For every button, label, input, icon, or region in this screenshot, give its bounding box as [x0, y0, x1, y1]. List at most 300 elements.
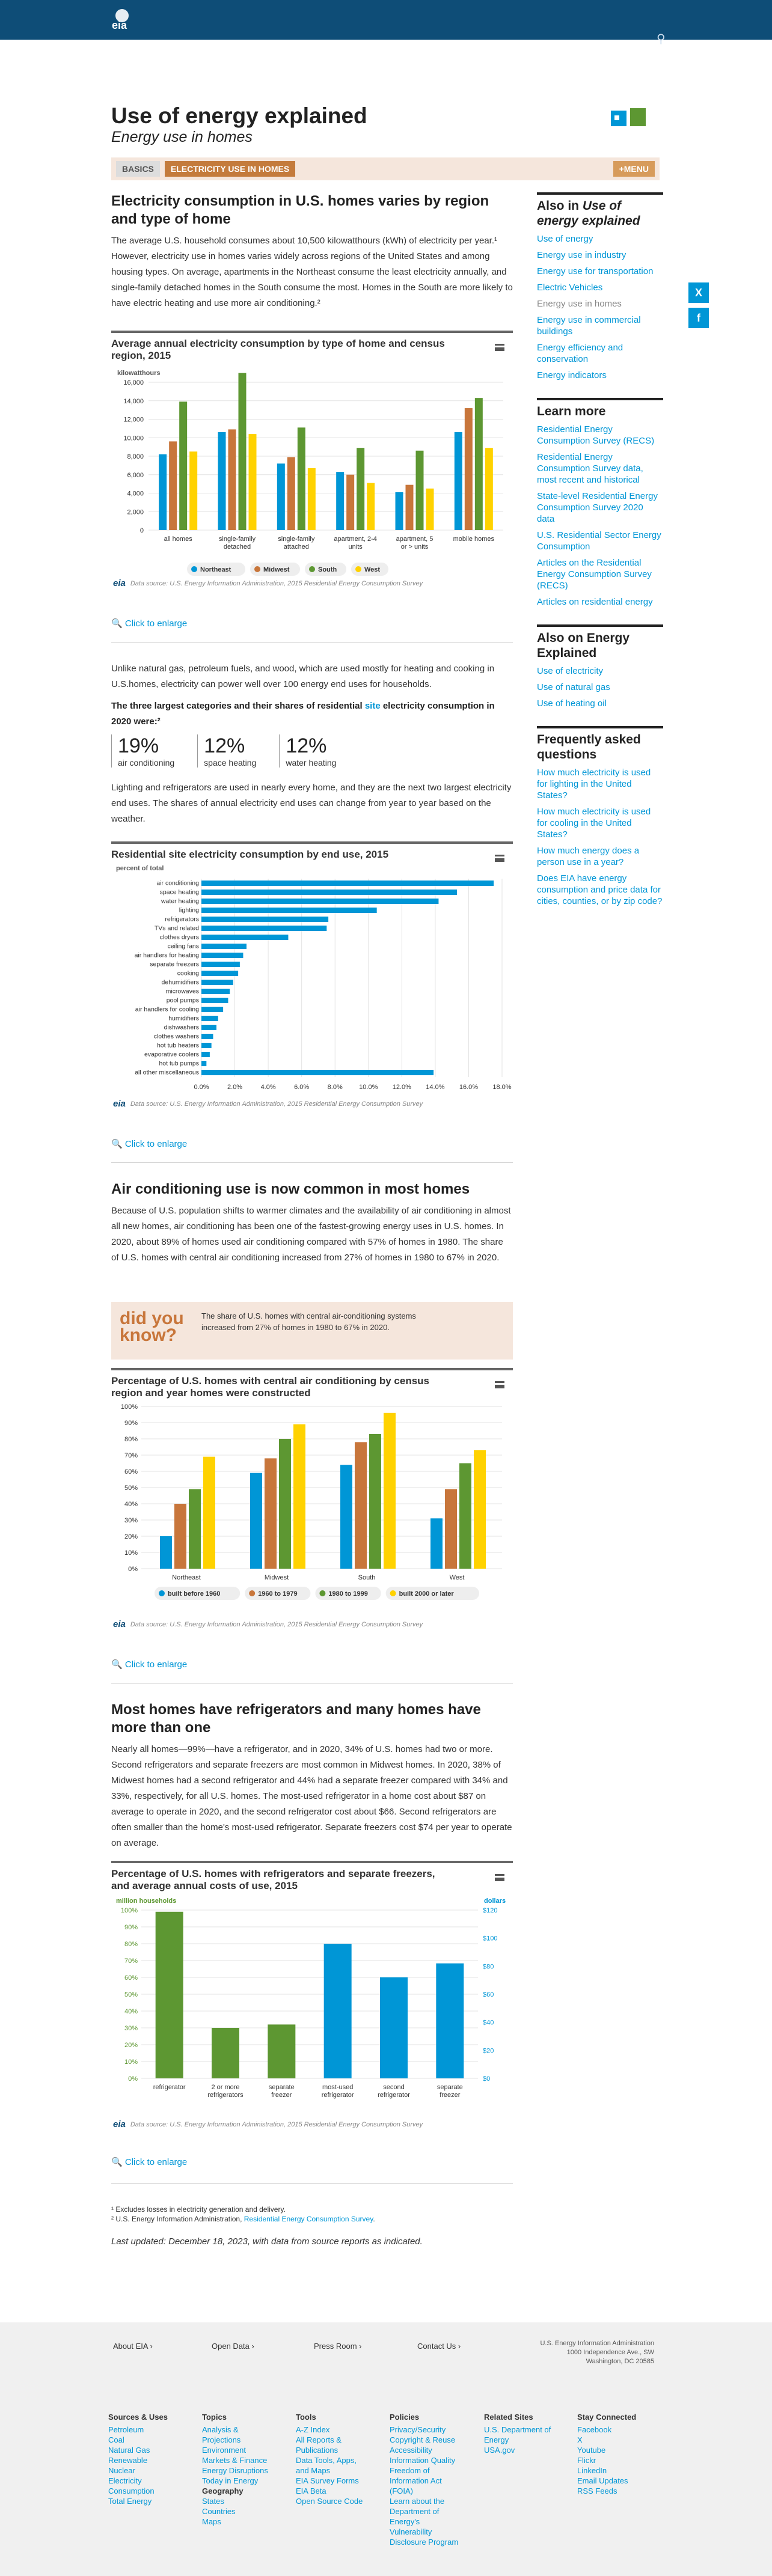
x-tick-label: second [383, 2084, 405, 2091]
sidebar-link[interactable]: Use of energy [537, 234, 593, 244]
facebook-share-icon[interactable]: f [688, 308, 709, 328]
section-air-conditioning [111, 1180, 513, 1266]
x-tick-label: South [358, 1574, 376, 1581]
bar [384, 1413, 396, 1569]
lighting-paragraph: Lighting and refrigerators are used in nearly every home, and they are the next two largest electricity end uses. The shares of annual electricity end uses can change from year to year based on the weather. [111, 783, 512, 824]
sidebar-link[interactable]: Articles on the Residential Energy Consumption Survey (RECS) [537, 558, 652, 591]
did-text: did you [120, 1308, 184, 1328]
bar [293, 1424, 305, 1569]
footnote-2 [111, 2214, 513, 2224]
bar [426, 489, 434, 530]
share-label: water heating [286, 758, 337, 768]
category-label: evaporative coolers [144, 1051, 199, 1058]
footer-nav-label: About EIA [113, 2342, 148, 2351]
bar [369, 1434, 381, 1569]
sidebar-heading-learn: Learn more [537, 398, 663, 419]
x-tick-label: West [449, 1574, 465, 1581]
bar [430, 1518, 443, 1569]
footer-link[interactable]: Maps [202, 2517, 221, 2526]
bar [406, 485, 414, 530]
chart-menu-icon[interactable] [495, 1874, 504, 1881]
click-to-enlarge-2[interactable]: 🔍 Click to enlarge [111, 1139, 188, 1149]
bar [250, 1473, 262, 1569]
did-you-know-callout [111, 1302, 513, 1360]
last-updated: Last updated: December 18, 2023, with data from source reports as indicated. [111, 2236, 423, 2247]
y-tick-label-right: $80 [483, 1963, 494, 1971]
bar [201, 980, 233, 985]
footer-column [484, 2413, 556, 2455]
did-you-know-label [120, 1310, 184, 1344]
bar [324, 1944, 352, 2078]
footnotes [111, 2205, 513, 2247]
end-uses-paragraph: Unlike natural gas, petroleum fuels, and wood, which are used mostly for heating and cooking in U.S.homes, electricity can power well over 100 energy end uses for households. [111, 664, 495, 689]
x-tick-label: Midwest [264, 1574, 289, 1581]
bar [218, 432, 226, 530]
y-tick-label: 14,000 [123, 397, 144, 405]
footer-link[interactable]: Today in Energy [202, 2476, 259, 2485]
bar [201, 890, 457, 895]
enlarge-label: Click to enlarge [124, 1139, 188, 1149]
y-tick-label: 60% [124, 1468, 138, 1476]
legend-swatch [390, 1590, 396, 1596]
footer-link[interactable]: Email Updates [577, 2476, 628, 2485]
footer-column [296, 2413, 368, 2506]
footer-link[interactable]: Petroleum [108, 2425, 144, 2434]
bar [268, 2024, 295, 2078]
x-tick-label: 8.0% [327, 1084, 343, 1091]
x-tick-label: apartment, 2-4 [334, 536, 377, 543]
bar [201, 926, 326, 931]
bar [201, 1070, 433, 1075]
x-tick-label: 2.0% [227, 1084, 243, 1091]
also-in-title: Use of energy explained [537, 199, 640, 228]
bar [203, 1457, 215, 1569]
bar [459, 1463, 471, 1569]
sidebar-link[interactable]: How much energy does a person use in a year? [537, 846, 640, 867]
legend-label: 1960 to 1979 [258, 1590, 298, 1598]
y-tick-label-right: $60 [483, 1991, 494, 1998]
chart-3-plot [111, 1399, 513, 1616]
section-icons [608, 106, 651, 130]
footer-link[interactable]: Markets & Finance [202, 2456, 268, 2465]
x-tick-label: 6.0% [294, 1084, 310, 1091]
bar [201, 1052, 210, 1057]
x-tick-label: refrigerator [321, 2092, 354, 2099]
sidebar-link[interactable]: U.S. Residential Sector Energy Consumption [537, 530, 661, 552]
bar [201, 1016, 218, 1021]
footer-link[interactable]: States [202, 2497, 224, 2506]
category-label: lighting [179, 906, 199, 914]
category-label: microwaves [165, 987, 199, 995]
footer-nav-label: Open Data [212, 2342, 250, 2351]
y-tick-label-left: 80% [124, 1941, 138, 1948]
sidebar-link[interactable]: Energy use in industry [537, 250, 626, 260]
legend-label: Midwest [263, 566, 290, 573]
footer-column-heading: Stay Connected [577, 2413, 637, 2422]
bar [201, 935, 288, 940]
svg-text:eia: eia [112, 19, 127, 31]
footer-link[interactable]: LinkedIn [577, 2466, 607, 2475]
largest-categories-text [111, 698, 513, 730]
section-end-uses [111, 661, 513, 730]
crumb-electricity-use[interactable]: ELECTRICITY USE IN HOMES [165, 161, 295, 177]
y-axis-label: percent of total [116, 865, 164, 872]
x-tick-label: refrigerator [153, 2084, 186, 2091]
footer-link[interactable]: U.S. Department of Energy [484, 2425, 551, 2444]
bar [298, 427, 305, 530]
crumb-basics[interactable]: BASICS [116, 161, 160, 177]
footer-link[interactable]: Renewable [108, 2456, 148, 2465]
category-label: water heating [161, 897, 199, 905]
category-label: air handlers for heating [134, 951, 199, 959]
y-tick-label: 8,000 [127, 453, 144, 460]
footer-nav-label: Press Room [314, 2342, 357, 2351]
section-paragraph: Nearly all homes—99%—have a refrigerator, and in 2020, 34% of U.S. homes had two or more. Second refrigerators and separate freezers are most common in Midwest homes. In 2020, 38% of Midwest homes had a second refrigerator and 44% had a separate freezer compared with 34% and 33%, respectively, for all U.S. homes. The most-used refrigerator in a home cost about $87 on average to operate in 2020, and the second refrigerator cost about $66. Second refrigerators are often smaller than the home's most-used refrigerator. Separate freezers cost $74 per year to operate on average. [111, 1744, 512, 1848]
footer-link[interactable]: EIA Survey Forms [296, 2476, 359, 2485]
sidebar-heading-ee: Also on Energy Explained [537, 624, 663, 661]
category-label: space heating [159, 888, 199, 896]
footer-link[interactable]: Geography [202, 2486, 244, 2495]
y-tick-label-right: $20 [483, 2047, 494, 2055]
source-row [113, 1619, 423, 1629]
bar [396, 492, 403, 530]
y-tick-label-left: 90% [124, 1924, 138, 1931]
sidebar-link[interactable]: Use of electricity [537, 666, 604, 676]
x-tick-label: separate [268, 2084, 295, 2091]
x-share-icon[interactable]: X [688, 282, 709, 303]
chart-1-plot [111, 364, 513, 581]
y-tick-label-left: 60% [124, 1974, 138, 1982]
sidebar-link[interactable]: Residential Energy Consumption Survey (RECS) [537, 424, 655, 446]
footer-address [517, 2339, 654, 2366]
y-tick-label: 0% [128, 1566, 138, 1573]
footer-link[interactable]: Countries [202, 2507, 236, 2516]
y-tick-label-left: 0% [128, 2075, 138, 2083]
footer-link[interactable]: Total Energy [108, 2497, 152, 2506]
category-label: humidifiers [168, 1015, 199, 1022]
x-tick-label: single-family [278, 536, 315, 543]
sidebar-list-ee [537, 665, 663, 709]
bar [201, 944, 247, 949]
sidebar-heading-also [537, 192, 663, 228]
chart-menu-icon[interactable] [495, 1381, 504, 1388]
footer-link[interactable]: Youtube [577, 2446, 606, 2455]
x-tick-label: 10.0% [359, 1084, 378, 1091]
sidebar-link[interactable]: Articles on residential energy [537, 597, 653, 607]
bar [287, 457, 295, 530]
footer-link[interactable]: Copyright & Reuse [390, 2435, 456, 2444]
chart-title: Percentage of U.S. homes with central air conditioning by census region and year homes were constructed [111, 1375, 430, 1399]
footnote-1: ¹ Excludes losses in electricity generation and delivery. [111, 2205, 286, 2214]
x-tick-label: separate [437, 2084, 463, 2091]
bar [201, 1061, 206, 1066]
bar [201, 953, 243, 958]
source-text: Data source: U.S. Energy Information Administration, 2015 Residential Energy Consumption Survey [130, 1100, 423, 1108]
footer-nav-contact[interactable]: Contact Us › [417, 2342, 461, 2351]
footnote-2-text: ² U.S. Energy Information Administration, [111, 2215, 244, 2223]
y-axis-left-label: million households [116, 1897, 177, 1905]
footer-link[interactable]: Data Tools, Apps, and Maps [296, 2456, 357, 2475]
sidebar-link[interactable]: How much electricity is used for cooling in the United States? [537, 807, 651, 840]
sidebar-link[interactable]: Does EIA have energy consumption and price data for cities, counties, or by zip code? [537, 873, 663, 906]
bar [336, 472, 344, 530]
bar [174, 1504, 186, 1569]
sidebar-link[interactable]: How much electricity is used for lighting in the United States? [537, 768, 651, 801]
sidebar-link[interactable]: Use of natural gas [537, 682, 610, 692]
y-tick-label-left: 50% [124, 1991, 138, 1998]
bar [201, 1034, 213, 1039]
bar [308, 468, 316, 530]
footer-link[interactable]: Natural Gas [108, 2446, 150, 2455]
share-water-heating [279, 734, 351, 768]
y-tick-label: 10,000 [123, 435, 144, 442]
footer-column-heading: Sources & Uses [108, 2413, 168, 2422]
divider [111, 1162, 513, 1163]
y-tick-label-left: 40% [124, 2008, 138, 2015]
menu-button[interactable]: +MENU [613, 161, 655, 177]
sidebar-link[interactable]: Residential Energy Consumption Survey data, most recent and historical [537, 452, 643, 485]
x-tick-label: refrigerators [207, 2092, 244, 2099]
footer-column-heading: Related Sites [484, 2413, 533, 2422]
breadcrumb-bar [111, 157, 660, 180]
y-tick-label-left: 70% [124, 1958, 138, 1965]
y-tick-label-right: $40 [483, 2019, 494, 2027]
y-tick-label-left: 100% [120, 1907, 138, 1914]
legend-swatch [309, 566, 315, 572]
sidebar-link[interactable]: Use of heating oil [537, 698, 607, 709]
footer-link[interactable]: Information Quality [390, 2456, 456, 2465]
bar [201, 989, 230, 994]
legend-label: 1980 to 1999 [328, 1590, 368, 1598]
bar [160, 1536, 172, 1569]
category-label: pool pumps [166, 997, 199, 1004]
bar [189, 451, 197, 530]
source-row [113, 1099, 423, 1109]
bar [239, 373, 247, 530]
source-text: Data source: U.S. Energy Information Administration, 2015 Residential Energy Consumption Survey [130, 1620, 423, 1628]
x-tick-label: refrigerator [378, 2092, 410, 2099]
y-tick-label: 90% [124, 1420, 138, 1427]
sidebar-list-also [537, 233, 663, 381]
x-tick-label: all homes [164, 536, 192, 543]
chart-menu-icon[interactable] [495, 344, 504, 351]
footer-nav-label: Contact Us [417, 2342, 456, 2351]
also-in-text: Also in [537, 199, 583, 213]
recs-link[interactable]: Residential Energy Consumption Survey [244, 2215, 373, 2223]
section-refrigerators [111, 1701, 513, 1851]
bar [212, 2028, 239, 2078]
footer-nav-about[interactable]: About EIA › [113, 2342, 153, 2351]
y-axis-right-label: dollars [484, 1897, 506, 1905]
footer-link[interactable]: Electricity [108, 2476, 142, 2485]
bold-post: electricity consumption in 2020 were:² [111, 701, 495, 727]
footer-link[interactable]: Environment [202, 2446, 246, 2455]
sidebar-link[interactable]: State-level Residential Energy Consumption Survey 2020 data [537, 491, 658, 524]
sidebar-list-learn [537, 424, 663, 608]
enlarge-label: Click to enlarge [124, 2157, 188, 2167]
y-axis-label: kilowatthours [117, 370, 161, 377]
bar [465, 408, 473, 530]
footer-link[interactable]: USA.gov [484, 2446, 515, 2455]
footer-link[interactable]: Flickr [577, 2456, 596, 2465]
x-tick-label: 16.0% [459, 1084, 479, 1091]
bar [279, 1439, 291, 1569]
legend-label: built 2000 or later [399, 1590, 454, 1598]
y-tick-label: 40% [124, 1501, 138, 1508]
footer-column-heading: Tools [296, 2413, 316, 2422]
x-tick-label: or > units [400, 543, 429, 551]
x-tick-label: freezer [271, 2092, 292, 2099]
category-label: hot tub pumps [159, 1060, 199, 1067]
sidebar-list-faq [537, 767, 663, 907]
section-heading: Electricity consumption in U.S. homes varies by region and type of home [111, 193, 489, 227]
x-tick-label: apartment, 5 [396, 536, 433, 543]
footer-nav-press[interactable]: Press Room › [314, 2342, 362, 2351]
footer-link[interactable]: Learn about the Department of Energy's Vulnerability Disclosure Program [390, 2497, 459, 2547]
bar [201, 899, 438, 904]
did-you-know-text: The share of U.S. homes with central air-conditioning systems increased from 27% of homes in 1980 to 67% in 2020. [201, 1311, 416, 1332]
search-icon[interactable]: ⚲ [657, 32, 666, 46]
energy-icon [608, 106, 651, 130]
bar [346, 475, 354, 530]
footer-link[interactable]: EIA Beta [296, 2486, 326, 2495]
source-text: Data source: U.S. Energy Information Administration, 2015 Residential Energy Consumption Survey [130, 579, 423, 587]
y-tick-label-right: $0 [483, 2075, 491, 2083]
eia-logo[interactable] [108, 8, 136, 31]
bar [455, 432, 462, 530]
top-shares [111, 734, 359, 768]
footer-column [577, 2413, 649, 2496]
category-label: TVs and related [154, 924, 199, 932]
footer-link[interactable]: Energy Disruptions [202, 2466, 268, 2475]
category-label: dishwashers [164, 1024, 199, 1031]
bar [189, 1489, 201, 1569]
sidebar-link[interactable]: Energy use in homes [537, 299, 622, 309]
page-subtitle: Energy use in homes [111, 129, 253, 145]
sidebar-link[interactable]: Energy use for transportation [537, 266, 654, 276]
x-tick-label: most-used [322, 2084, 354, 2091]
enlarge-label: Click to enlarge [124, 1659, 188, 1670]
y-tick-label: 30% [124, 1517, 138, 1524]
footer-link[interactable]: Privacy/Security [390, 2425, 446, 2434]
chart-2-plot [111, 861, 513, 1107]
bar [228, 429, 236, 530]
bar [201, 971, 238, 976]
bold-pre: The three largest categories and their shares of residential [111, 701, 365, 711]
bar [156, 1912, 183, 2078]
bar [265, 1458, 277, 1569]
category-label: separate freezers [150, 960, 199, 968]
sidebar-link[interactable]: Energy efficiency and conservation [537, 343, 623, 364]
chart-end-use [111, 841, 513, 1116]
footer-column [390, 2413, 462, 2547]
category-label: clothes dryers [159, 933, 199, 941]
y-tick-label-left: 30% [124, 2025, 138, 2032]
share-value: 12% [204, 734, 245, 757]
sidebar-heading-faq: Frequently asked questions [537, 726, 663, 762]
chart-4-plot [111, 1892, 513, 2120]
y-tick-label: 100% [120, 1403, 138, 1411]
bar [475, 398, 483, 530]
bar [357, 448, 364, 530]
bar [277, 463, 285, 530]
y-tick-label: 80% [124, 1436, 138, 1443]
click-to-enlarge-1[interactable]: 🔍 Click to enlarge [111, 618, 188, 629]
category-label: hot tub heaters [156, 1042, 199, 1049]
footer-link[interactable]: Analysis & Projections [202, 2425, 241, 2444]
legend-swatch [355, 566, 361, 572]
bar [201, 1043, 212, 1048]
x-tick-label: 18.0% [492, 1084, 512, 1091]
share-value: 19% [118, 734, 159, 757]
enlarge-label: Click to enlarge [124, 618, 188, 629]
footer-link[interactable]: Open Source Code [296, 2497, 363, 2506]
sidebar-link[interactable]: Energy use in commercial buildings [537, 315, 641, 337]
category-label: refrigerators [165, 915, 199, 923]
bar [416, 451, 424, 530]
y-tick-label: 20% [124, 1533, 138, 1540]
chart-title: Percentage of U.S. homes with refrigerators and separate freezers, and average annual costs of use, 2015 [111, 1868, 435, 1891]
y-tick-label: 4,000 [127, 490, 144, 498]
chart-refrigerators [111, 1861, 513, 2125]
chart-menu-icon[interactable] [495, 855, 504, 862]
category-label: cooking [177, 969, 199, 977]
bar [201, 998, 228, 1003]
legend-label: West [364, 566, 381, 573]
x-tick-label: attached [283, 543, 309, 551]
x-tick-label: detached [223, 543, 251, 551]
divider [111, 2183, 513, 2184]
share-label: space heating [204, 758, 257, 768]
legend-swatch [254, 566, 260, 572]
legend-label: South [318, 566, 337, 573]
section-heading: Most homes have refrigerators and many homes have more than one [111, 1702, 481, 1736]
footer-link[interactable]: Coal [108, 2435, 124, 2444]
click-to-enlarge-4[interactable]: 🔍 Click to enlarge [111, 2157, 188, 2167]
section-paragraph: The average U.S. household consumes about 10,500 kilowatthours (kWh) of electricity per year.¹ However, electricity use in homes varies widely across regions of the United States and among housing types. On average, apartments in the Northeast consume the least electricity annually, and single-family detached homes in the South consume the most. Homes in the South are more likely to have electric heating and use more air conditioning.² [111, 236, 513, 308]
footer-link[interactable]: Consumption [108, 2486, 155, 2495]
y-tick-label: 12,000 [123, 416, 144, 424]
site-link[interactable]: site [364, 701, 381, 711]
bar [201, 881, 494, 886]
click-to-enlarge-3[interactable]: 🔍 Click to enlarge [111, 1659, 188, 1670]
sidebar-link[interactable]: Energy indicators [537, 370, 607, 380]
footer-link[interactable]: RSS Feeds [577, 2486, 617, 2495]
y-tick-label: 50% [124, 1485, 138, 1492]
footer-link[interactable]: Accessibility [390, 2446, 432, 2455]
share-label: air conditioning [118, 758, 175, 768]
sidebar [537, 192, 663, 912]
sidebar-link[interactable]: Electric Vehicles [537, 282, 603, 293]
chart-consumption-by-home-type [111, 331, 513, 591]
footer-link[interactable]: All Reports & Publications [296, 2435, 342, 2455]
footer-link[interactable]: X [577, 2435, 583, 2444]
category-label: all other miscellaneous [135, 1069, 199, 1076]
bar [436, 1964, 464, 2078]
footer-link[interactable]: Freedom of Information Act (FOIA) [390, 2466, 442, 2495]
footer-column [202, 2413, 274, 2527]
footer-link[interactable]: A-Z Index [296, 2425, 330, 2434]
eia-small-logo: eia [113, 1099, 126, 1109]
x-tick-label: freezer [440, 2092, 461, 2099]
legend-swatch [249, 1590, 255, 1596]
footer-column-heading: Policies [390, 2413, 420, 2422]
y-tick-label: 16,000 [123, 379, 144, 386]
footer-link[interactable]: Nuclear [108, 2466, 135, 2475]
eia-small-logo: eia [113, 2119, 126, 2129]
footer-nav-open-data[interactable]: Open Data › [212, 2342, 254, 2351]
footer-link[interactable]: Facebook [577, 2425, 612, 2434]
